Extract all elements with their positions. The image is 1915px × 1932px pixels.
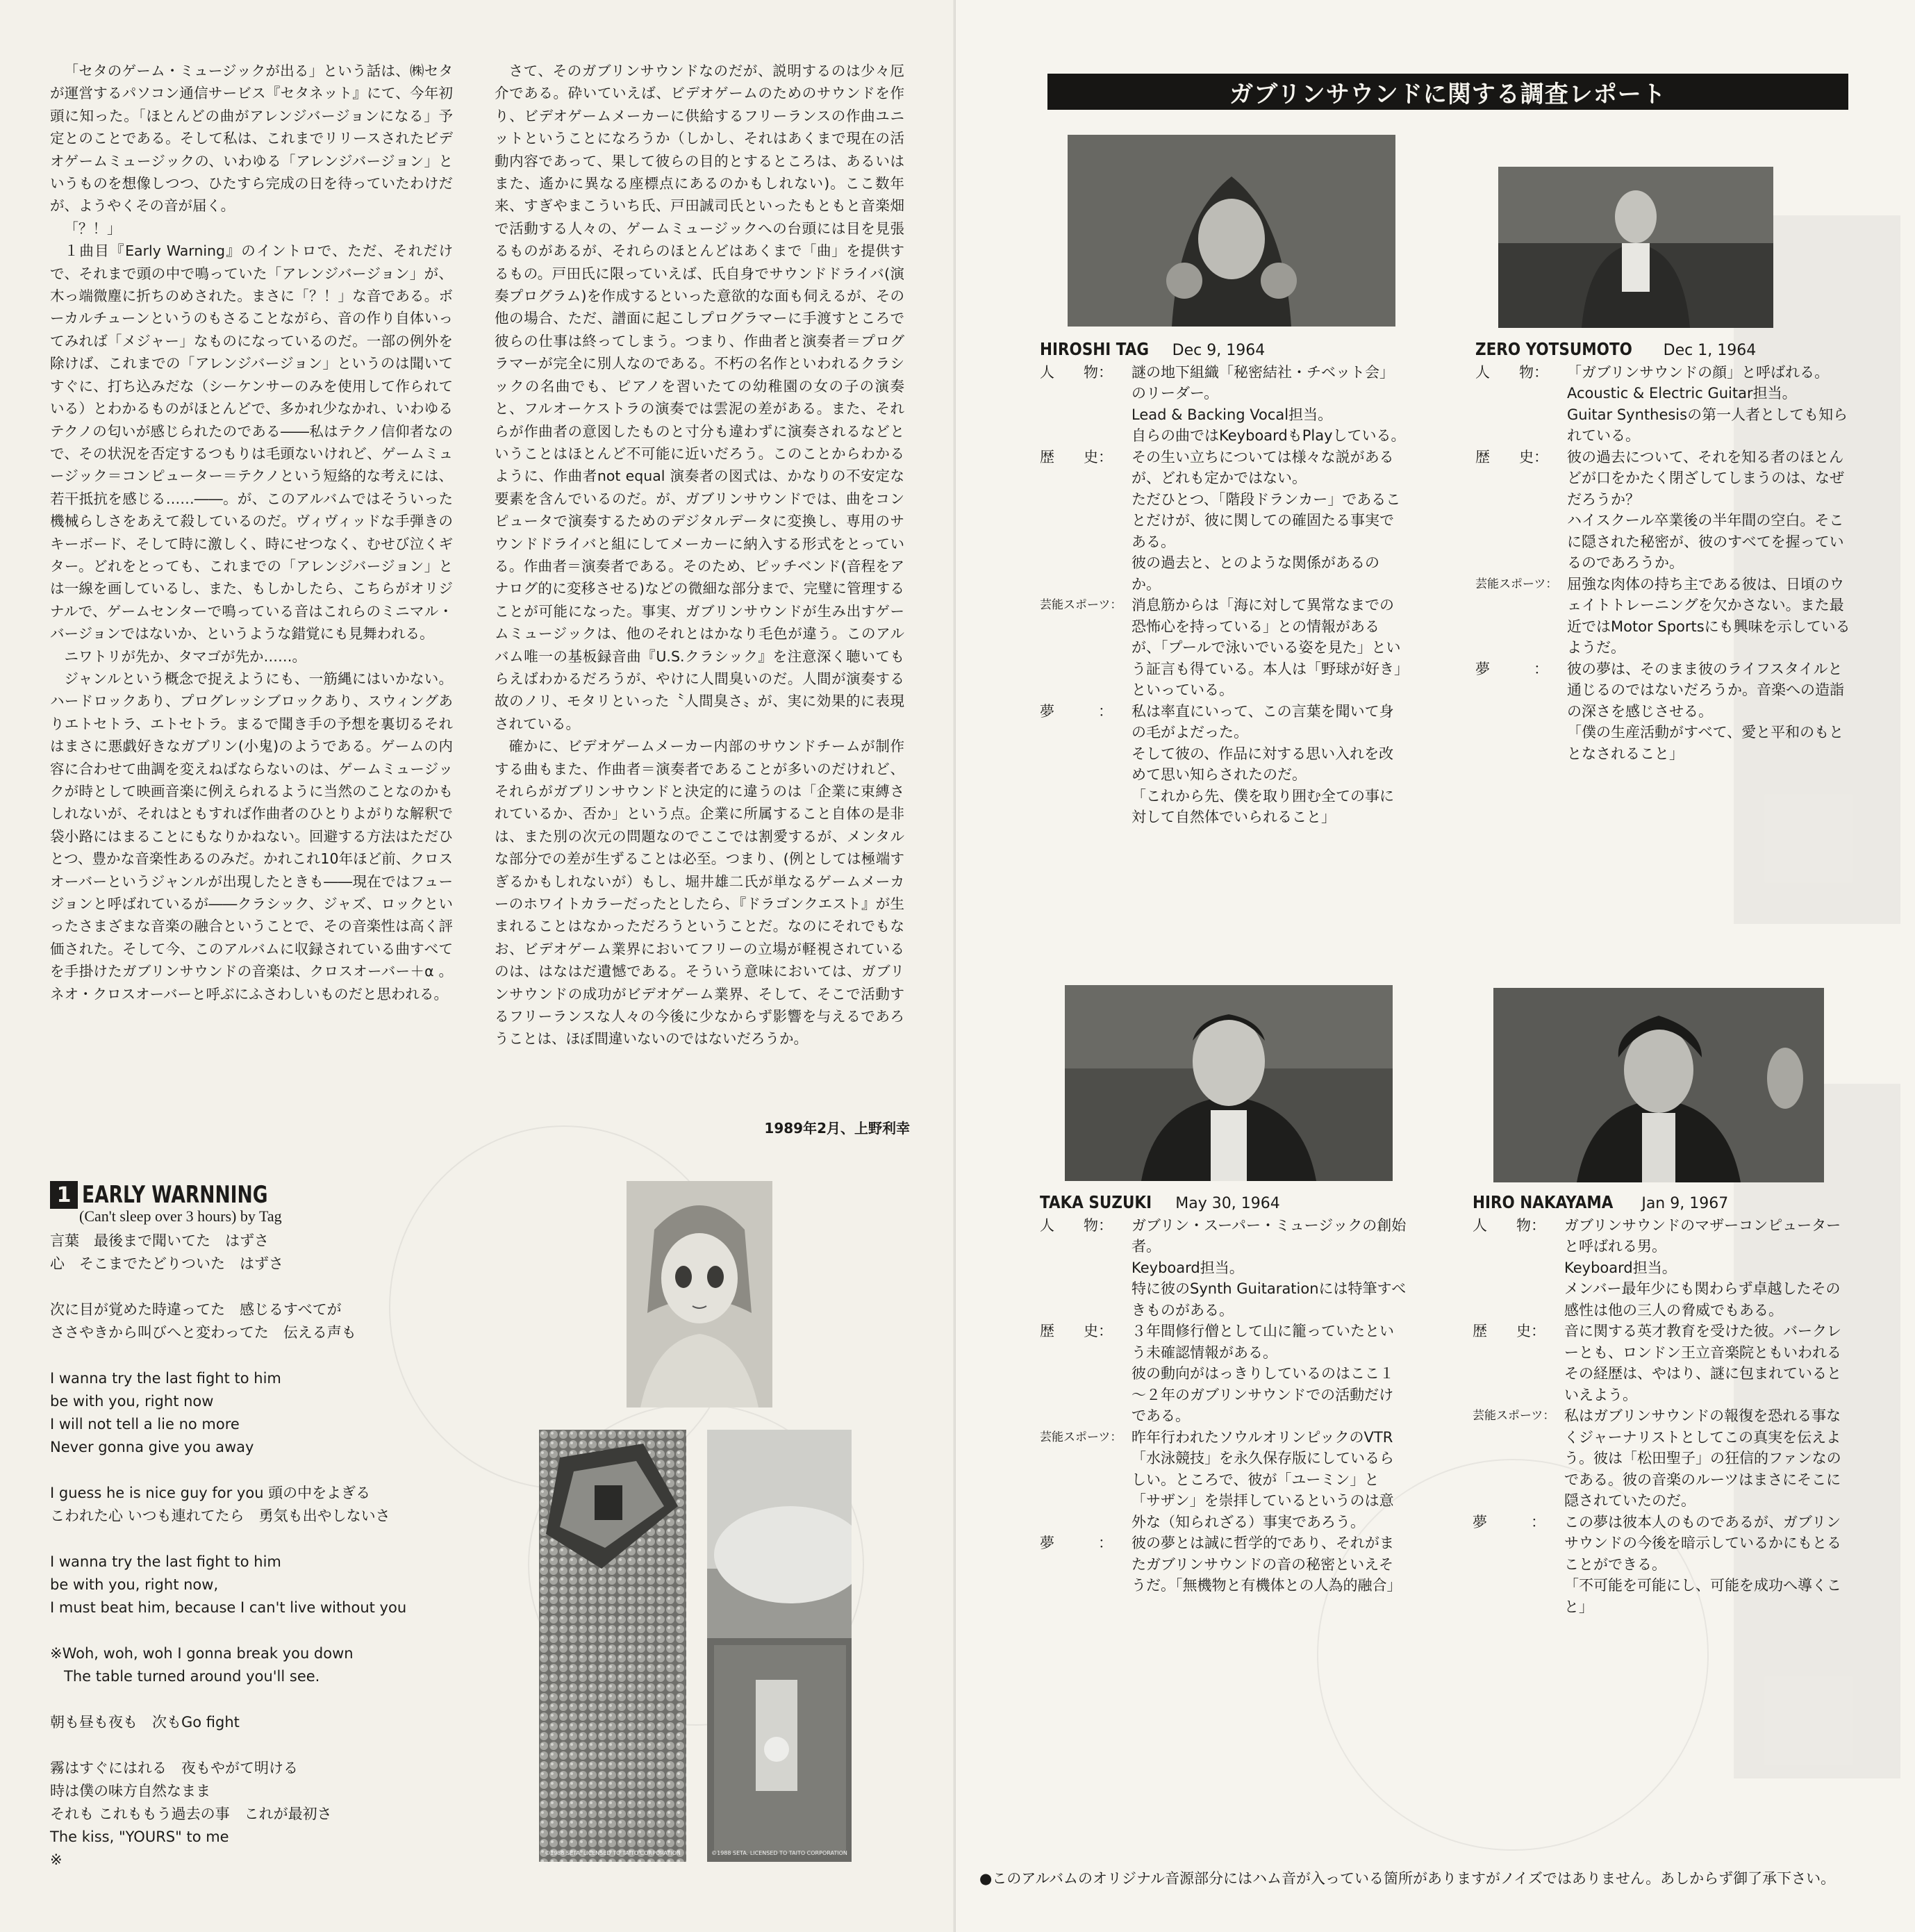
anime-character-illustration	[627, 1181, 772, 1407]
profile-row-text: 自らの曲ではKeyboardもPlayしている。	[1131, 427, 1406, 444]
profile-row-text: 「これから先、僕を取り囲む全ての事に対して自然体でいられること」	[1131, 787, 1394, 825]
aerial-city-icon	[707, 1430, 852, 1862]
profile-row	[1040, 1321, 1408, 1427]
profile-row-label: 人 物：	[1040, 1216, 1113, 1234]
lyric-line: I will not tell a lie no more	[50, 1416, 240, 1433]
profile-hiroshi-tag	[1040, 339, 1408, 828]
hooded-man-photo-icon	[1068, 135, 1395, 327]
profile-row-label: 夢 ：	[1040, 702, 1113, 720]
profile-row-text: 彼の過去について、それを知る者のほとんどが口をかたく閉ざしてしまうのは、なぜだろうか？	[1567, 448, 1844, 508]
lyric-stanza	[50, 1642, 522, 1688]
lyric-line: I must beat him, because I can't live without you	[50, 1599, 407, 1616]
profile-row-text: 昨年行われたソウルオリンピックのVTR「水泳競技」を永久保存版にしているらしい。ところで、彼が「ユーミン」と「サザン」を崇拝しているというのは意外な（知られざる）事実であろう。	[1131, 1428, 1394, 1530]
profile-row-text: 「ガブリンサウンドの顔」と呼ばれる。	[1567, 363, 1830, 381]
lyrics	[50, 1230, 522, 1894]
profile-row-text: 消息筋からは「海に対して異常なまでの恐怖心を持っている」との情報があるが、「プールで泳いでいる姿を見た」という証言も得ている。本人は「野球が好き」といっている。	[1131, 597, 1402, 698]
profile-row-text: Lead & Backing Vocal担当。	[1131, 406, 1333, 423]
profile-row	[1475, 362, 1850, 447]
castle-scene-icon	[539, 1430, 686, 1862]
lyric-line: 言葉 最後まで聞いてた はずさ	[50, 1232, 269, 1249]
song-heading	[50, 1181, 320, 1209]
member-name-line	[1040, 1192, 1408, 1215]
profile-row	[1473, 1512, 1850, 1618]
member-name-line	[1040, 339, 1408, 362]
game-screenshot-castle	[539, 1430, 686, 1862]
profile-row-text: この夢は彼本人のものであるが、ガブリンサウンドの今後を暗示しているかにもとることができる。	[1564, 1513, 1841, 1573]
profile-row-text: 屈強な肉体の持ち主である彼は、日頃のウェイトトレーニングを欠かさない。また最近ではMotor Sportsにも興味を示しているようだ。	[1567, 575, 1850, 656]
member-birthdate: Dec 9, 1964	[1172, 342, 1266, 359]
lyric-stanza	[50, 1711, 522, 1734]
profile-row-text: Keyboard担当。	[1131, 1259, 1244, 1276]
photo-zero-yotsumoto	[1498, 167, 1773, 328]
profile-row	[1473, 1321, 1850, 1405]
profile-row-label: 芸能スポーツ：	[1040, 598, 1122, 612]
profile-row-text: 彼の過去と、とのような関係があるのか。	[1131, 554, 1379, 593]
profile-row	[1040, 1427, 1408, 1533]
essay-signature: 1989年2月、上野利幸	[764, 1120, 910, 1137]
profile-row-text: 特に彼のSynth Guitarationには特筆すべきものがある。	[1131, 1280, 1407, 1319]
photo-hiro-nakayama	[1493, 988, 1824, 1182]
lyric-line: I wanna try the last fight to him	[50, 1553, 281, 1570]
profile-row-label: 人 物：	[1473, 1216, 1545, 1234]
lyric-line: The table turned around you'll see.	[50, 1668, 320, 1685]
profile-row-label: 夢 ：	[1475, 660, 1548, 677]
profile-row-label: 歴 史：	[1040, 1323, 1113, 1339]
lyric-line: be with you, right now	[50, 1393, 214, 1410]
profile-row-text: Acoustic & Electric Guitar担当。	[1567, 385, 1797, 402]
profile-row-text: メンバー最年少にも関わらず卓越したその感性は他の三人の脅威でもある。	[1564, 1280, 1841, 1319]
lyric-stanza	[50, 1367, 522, 1459]
lyric-line: ※	[50, 1851, 63, 1868]
photo-hiroshi-tag	[1068, 135, 1395, 327]
member-name: ZERO YOTSUMOTO	[1475, 339, 1632, 359]
man-with-hand-photo-icon	[1493, 988, 1824, 1182]
lyric-line: こわれた心 いつも連れてたら 勇気も出やしないさ	[50, 1508, 390, 1524]
profile-row	[1475, 659, 1850, 765]
profile-row-text: ハイスクール卒業後の半年間の空白。そこに隠された秘密が、彼のすべてを握っているのであろうか。	[1567, 512, 1844, 571]
profile-row-label: 歴 史：	[1473, 1323, 1545, 1339]
profile-row-text: 彼の夢とは誠に哲学的であり、それがまたガブリンサウンドの音の秘密といえそうだ。「無機物と有機体との人為的融合」	[1131, 1535, 1402, 1594]
lyric-stanza	[50, 1230, 522, 1275]
member-birthdate: Jan 9, 1967	[1641, 1195, 1729, 1212]
essay-paragraph: 「？！」	[64, 220, 122, 237]
profile-hiro-nakayama	[1473, 1192, 1850, 1617]
song-title: EARLY WARNNING	[82, 1181, 268, 1209]
profile-row	[1040, 362, 1408, 447]
profile-row	[1040, 595, 1408, 701]
profile-row-text: そして彼の、作品に対する思い入れを改めて思い知らされたのだ。	[1131, 745, 1394, 783]
profile-row	[1475, 447, 1850, 574]
essay-paragraph: 確かに、ビデオゲームメーカー内部のサウンドチームが制作する曲もまた、作曲者＝演奏者であることが多いのだけれど、それらがガブリンサウンドと決定的に違うのは「企業に束縛されているか、否か」という点。企業に所属すること自体の是非は、また別の次元の問題なのでここでは割愛するが、メンタルな部分での差が生ずることは必至。つまり、(例としては極端すぎるかもしれないが）もし、堀井雄二氏が単なるゲームメーカーのホワイトカラーだったとしたら、『ドラゴンクエスト』が生まれることはなかっただろうということだ。なのにそれでもなお、ビデオゲーム業界においてフリーの立場が軽視されているのは、はなはだ遺憾である。そういう意味においては、ガブリンサウンドの成功がビデオゲーム業界、そして、そこで活動するフリーランスな人々の今後に少なからず影響を与えるであろうことは、ほぼ間違いないのではないだろうか。	[495, 738, 904, 1048]
lyric-line: 次に目が覚めた時違ってた 感じるすべてが	[50, 1301, 342, 1318]
profile-row-label: 人 物：	[1475, 363, 1548, 381]
profile-row	[1040, 1533, 1408, 1596]
lyric-line: I wanna try the last fight to him	[50, 1370, 281, 1387]
profile-row-text: 謎の地下組織「秘密結社・チベット会」のリーダー。	[1131, 363, 1394, 402]
lyric-line: それも これももう過去の事 これが最初さ	[50, 1806, 332, 1822]
essay-paragraph: ニワトリが先か、タマゴが先か……。	[64, 647, 306, 665]
lyric-stanza	[50, 1551, 522, 1619]
lyric-line: be with you, right now,	[50, 1576, 219, 1593]
profile-row-label: 歴 史：	[1475, 448, 1548, 465]
track-number-badge: 1	[50, 1181, 78, 1209]
essay-paragraph: １曲目『Early Warning』のイントロで、ただ、それだけで、それまで頭の中で鳴っていた「アレンジバージョン」が、木っ端微塵に折ちのめされた。まさに「？！」な音である。ボーカルチューンというのもさることながら、音の作り自体いってみれば「メジャー」なものになっているのだ。一部の例外を除けば、これまでの「アレンジバージョン」というのは聞いてすぐに、打ち込みだな（シーケンサーのみを使用して作られている）とわかるものがほとんどで、多かれ少なかれ、いわゆるテクノの匂いが感じられたのである――私はテクノ信仰者なので、その状況を否定するつもりは毛頭ないけれど、ゲームミュージック＝コンピューター＝テクノという短絡的な考えには、若干抵抗を感じる……――。が、このアルバムではそういった機械らしさをあえて殺しているのだ。ヴィヴィッドな手弾きのキーボード、そして時に激しく、時にせつなく、むせび泣くギター。どれをとっても、これまでの「アレンジバージョン」とは一線を画しているし、また、もしかしたら、こちらがオリジナルで、ゲームセンターで鳴っている音はこれらのミニマル・バージョンではないか、というような錯覚にも見舞われる。	[50, 242, 453, 643]
lyric-line: Never gonna give you away	[50, 1439, 254, 1455]
essay-column-2	[495, 60, 904, 1050]
lyric-stanza	[50, 1482, 522, 1528]
member-name: TAKA SUZUKI	[1040, 1192, 1152, 1212]
photo-taka-suzuki	[1065, 985, 1393, 1181]
footnote: ●このアルバムのオリジナル音源部分にはハム音が入っている箇所がありますがノイズではありません。あしからず御了承下さい。	[979, 1870, 1836, 1887]
profile-row-text: ただひとつ、「階段ドランカー」であることだけが、彼に関しての確固たる事実である。	[1131, 490, 1401, 550]
profile-row-text: 私はガブリンサウンドの報復を恐れる事なくジャーナリストとしてこの真実を伝えよう。彼は「松田聖子」の狂信的ファンなのである。彼の音楽のルーツはまさにそこに隠されていたのだ。	[1564, 1407, 1841, 1509]
profile-row-label: 芸能スポーツ：	[1473, 1409, 1555, 1423]
lyric-stanza	[50, 1757, 522, 1872]
profile-row	[1040, 701, 1408, 828]
profile-row-text: 私は率直にいって、この言葉を聞いて身の毛がよだった。	[1131, 702, 1394, 741]
profile-row-label: 夢 ：	[1040, 1535, 1113, 1551]
lyric-line: ささやきから叫びへと変わってた 伝える声も	[50, 1324, 356, 1341]
profile-row-label: 人 物：	[1040, 363, 1113, 381]
profile-row-text: 彼の動向がはっきりしているのはここ１～２年のガブリンサウンドでの活動だけである。	[1131, 1365, 1394, 1424]
lyric-line: 霧はすぐにはれる 夜もやがて明ける	[50, 1760, 298, 1776]
anime-girl-icon	[627, 1181, 772, 1407]
profile-row-label: 芸能スポーツ：	[1040, 1430, 1122, 1444]
lyric-line: I guess he is nice guy for you 頭の中をよぎる	[50, 1485, 371, 1501]
profile-row	[1475, 574, 1850, 659]
profile-taka-suzuki	[1040, 1192, 1408, 1596]
profile-row	[1473, 1405, 1850, 1512]
profile-row-text: Guitar Synthesisの第一人者としても知られている。	[1567, 406, 1848, 444]
essay-column-1	[50, 60, 453, 1005]
profile-row	[1040, 1215, 1408, 1321]
smiling-man-photo-icon	[1065, 985, 1393, 1181]
profile-row-label: 芸能スポーツ：	[1475, 577, 1558, 591]
lyric-line: The kiss, "YOURS" to me	[50, 1828, 229, 1845]
profile-row-text: Keyboard担当。	[1564, 1259, 1677, 1276]
profile-row-text: 音に関する英才教育を受けた彼。バークレーとも、ロンドン王立音楽院ともいわれるその経歴は、やはり、謎に包まれているといえよう。	[1564, 1323, 1841, 1403]
profile-row-text: ガブリンサウンドのマザーコンピューターと呼ばれる男。	[1564, 1216, 1841, 1255]
screenshot-credit: ©1988 SETA. LICENSED TO TAITO CORPORATION	[545, 1850, 681, 1856]
profile-row-text: 彼の夢は、そのまま彼のライフスタイルと通じるのではないだろうか。音楽への造詣の深さを感じさせる。	[1567, 660, 1844, 720]
essay-paragraph: さて、そのガブリンサウンドなのだが、説明するのは少々厄介である。砕いていえば、ビデオゲームのためのサウンドを作り、ビデオゲームメーカーに供給するフリーランスの作曲ユニットということになろうか（しかし、それはあくまで現在の活動内容であって、果して彼らの目的とするところは、あるいはまた、遙かに異なる座標点にあるのかもしれない)。ここ数年来、すぎやまこういち氏、戸田誠司氏といったもともと音楽畑で活動する人々の、ゲームミュージックへの台頭には目を見張るものがあるが、それらのほとんどはあくまで「曲」を提供するもの。戸田氏に限っていえば、氏自身でサウンドドライバ(演奏プログラム)を作成するといった意欲的な面も伺えるが、その他の場合、ただ、譜面に起こしプログラマーに手渡すところで彼らの仕事は終ってしまう。つまり、作曲者と演奏者＝プログラマーが完全に別人なのである。不朽の名作といわれるクラシックの名曲でも、ピアノを習いたての幼稚園の女の子の演奏と、フルオーケストラの演奏では雲泥の差がある。また、それらが作曲者の意図したものと寸分も違わずに演奏されるなどということはほとんど不可能に近いだろう。このことからわかるように、作曲者not equal 演奏者の図式は、かなりの不安定な要素を含んでいるのだ。が、ガブリンサウンドでは、曲をコンピュータで演奏するためのデジタルデータに変換し、専用のサウンドドライバと組にしてメーカーに納入する形式をとっている。作曲者＝演奏者である。そのため、ピッチベンド(音程をアナログ的に変移させる)などの微細な部分まで、完璧に管理することが可能になった。事実、ガブリンサウンドが生み出すゲームミュージックは、他のそれとはかなり毛色が違う。このアルバム唯一の基板録音曲『U.S.クラシック』を注意深く聴いてもらえばわかるだろうが、やけに人間臭いのだ。人間が演奏する故のノリ、モタリといった〝人間臭さ〟が、実に効果的に表現されている。	[495, 63, 904, 732]
member-birthdate: Dec 1, 1964	[1663, 342, 1757, 359]
lyric-line: 心 そこまでたどりついた はずさ	[50, 1255, 283, 1272]
seated-man-photo-icon	[1498, 167, 1773, 328]
lyric-line: 時は僕の味方自然なまま	[50, 1783, 210, 1799]
lyric-line: 朝も昼も夜も 次もGo fight	[50, 1714, 240, 1731]
member-birthdate: May 30, 1964	[1175, 1195, 1280, 1212]
profile-row	[1473, 1215, 1850, 1321]
essay-paragraph: ジャンルという概念で捉えようにも、一筋縄にはいかない。ハードロックあり、プログレッシブロックあり、スウィングありエトセトラ、エトセトラ。まるで聞き手の予想を裏切るそれはまさに悪戯好きなガブリン(小鬼)のようである。ゲームの内容に合わせて曲調を変えねばならないのは、ゲームミュージックが時として映画音楽に例えられるように当然のことなのかもしれないが、それはともすれば作曲者のひとりよがりな解釈で袋小路にはまることにもなりかねない。回避する方法はただひとつ、豊かな音楽性あるのみだ。かれこれ10年ほど前、クロスオーバーというジャンルが出現したときも――現在ではフュージョンと呼ばれているが――クラシック、ジャズ、ロックといったさまざまな音楽の融合ということで、その音楽性は高く評価された。そして今、このアルバムに収録されている曲すべてを手掛けたガブリンサウンドの音楽は、クロスオーバー＋α 。ネオ・クロスオーバーと呼ぶにふさわしいものだと思われる。	[50, 670, 453, 1002]
profile-row-text: 「不可能を可能にし、可能を成功へ導くこと」	[1564, 1577, 1841, 1615]
essay-paragraph: 「セタのゲーム・ミュージックが出る」という話は、㈱セタが運営するパソコン通信サービス『セタネット』にて、今年初頭に知った。「ほとんどの曲がアレンジバージョンになる」予定とのことである。そして私は、これまでリリースされたビデオゲームミュージックの、いわゆる「アレンジバージョン」というものを想像しつつ、ひたすら完成の日を待っていたわけだが、ようやくその音が届く。	[50, 63, 453, 215]
screenshot-credit: ©1988 SETA. LICENSED TO TAITO CORPORATION	[711, 1850, 847, 1856]
report-title-bar: ガブリンサウンドに関する調査レポート	[1047, 74, 1848, 110]
lyric-line: ※Woh, woh, woh I gonna break you down	[50, 1645, 354, 1662]
song-subtitle: (Can't sleep over 3 hours) by Tag	[79, 1207, 282, 1225]
profile-row-label: 歴 史：	[1040, 448, 1113, 465]
member-name: HIROSHI TAG	[1040, 339, 1150, 359]
member-name: HIRO NAKAYAMA	[1473, 1192, 1614, 1212]
member-name-line	[1475, 339, 1850, 362]
profile-row-text: 「僕の生産活動がすべて、愛と平和のもととなされること」	[1567, 724, 1844, 762]
profile-row-text: ガブリン・スーパー・ミュージックの創始者。	[1131, 1216, 1407, 1255]
profile-row	[1040, 447, 1408, 595]
profile-row-text: その生い立ちについては様々な説があるが、どれも定かではない。	[1131, 448, 1394, 486]
lyric-stanza	[50, 1298, 522, 1344]
profile-zero-yotsumoto	[1475, 339, 1850, 764]
game-screenshot-aerial	[707, 1430, 852, 1862]
profile-row-label: 夢 ：	[1473, 1513, 1545, 1530]
profile-row-text: ３年間修行僧として山に籠っていたという未確認情報がある。	[1131, 1323, 1394, 1361]
left-page	[0, 0, 956, 1932]
member-name-line	[1473, 1192, 1850, 1215]
